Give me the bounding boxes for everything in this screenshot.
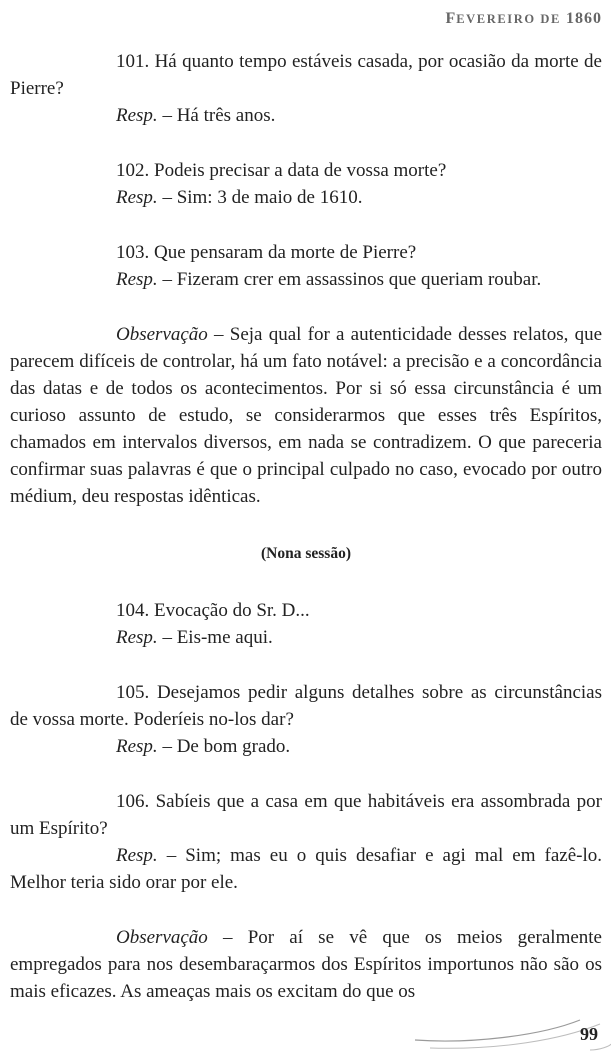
answer-text: – Sim; mas eu o quis desafiar e agi mal em fazê-lo. Melhor teria sido orar por ele. xyxy=(10,845,602,893)
question-106: 106. Sabíeis que a casa em que habitáveis era assombrada por um Espírito? xyxy=(10,791,602,839)
answer-text: – Eis-me aqui. xyxy=(157,627,273,648)
answer-106 xyxy=(10,842,602,896)
question-105: 105. Desejamos pedir alguns detalhes sobre as circunstâncias de vossa morte. Poderíeis no-los dar? xyxy=(10,682,602,730)
header-year: 1860 xyxy=(566,10,602,27)
question-104: 104. Evocação do Sr. D... xyxy=(116,600,310,621)
decorative-swash xyxy=(0,1010,611,1057)
resp-label: Resp. xyxy=(116,845,158,866)
running-header xyxy=(445,10,602,28)
section-heading: (Nona sessão) xyxy=(261,545,351,562)
observation-2 xyxy=(10,924,602,1005)
resp-label: Resp. xyxy=(116,187,158,208)
answer-101 xyxy=(10,102,602,129)
observation-text: – Por aí se vê que os meios geralmente empregados para nos desembaraçarmos dos Espíritos importunos não são os mais eficazes. As ameaças mais os excitam do que os xyxy=(10,927,602,1002)
page-body xyxy=(10,48,602,1005)
observation-label: Observação xyxy=(116,927,208,948)
resp-label: Resp. xyxy=(116,105,158,126)
header-initial: F xyxy=(445,10,457,27)
observation-label: Observação xyxy=(116,324,208,345)
observation-1 xyxy=(10,321,602,510)
answer-text: – De bom grado. xyxy=(157,736,291,757)
page-footer xyxy=(0,1010,611,1057)
resp-label: Resp. xyxy=(116,627,158,648)
answer-text: – Há três anos. xyxy=(157,105,276,126)
answer-102 xyxy=(10,184,602,211)
answer-103 xyxy=(10,266,602,293)
observation-text: – Seja qual for a autenticidade desses relatos, que parecem difíceis de controlar, há um fato notável: a precisão e a concordância das datas e de todos os acontecimentos. Por si só essa circunstância é um curioso assunto de estudo, se considerarmos que esses três Espíritos, chamados em intervalos diversos, em nada se contradizem. O que pareceria confirmar suas palavras é que o principal culpado no caso, evocado por outro médium, deu respostas idênticas. xyxy=(10,324,602,507)
question-102: 102. Podeis precisar a data de vossa morte? xyxy=(116,160,447,181)
answer-text: – Sim: 3 de maio de 1610. xyxy=(157,187,363,208)
header-small-caps: EVEREIRO DE xyxy=(456,12,561,26)
answer-105 xyxy=(10,733,602,760)
resp-label: Resp. xyxy=(116,736,158,757)
answer-text: – Fizeram crer em assassinos que queriam roubar. xyxy=(157,269,542,290)
question-101: 101. Há quanto tempo estáveis casada, por ocasião da morte de Pierre? xyxy=(10,51,602,99)
page-number: 99 xyxy=(580,1024,598,1044)
answer-104 xyxy=(10,624,602,651)
resp-label: Resp. xyxy=(116,269,158,290)
question-103: 103. Que pensaram da morte de Pierre? xyxy=(116,242,417,263)
